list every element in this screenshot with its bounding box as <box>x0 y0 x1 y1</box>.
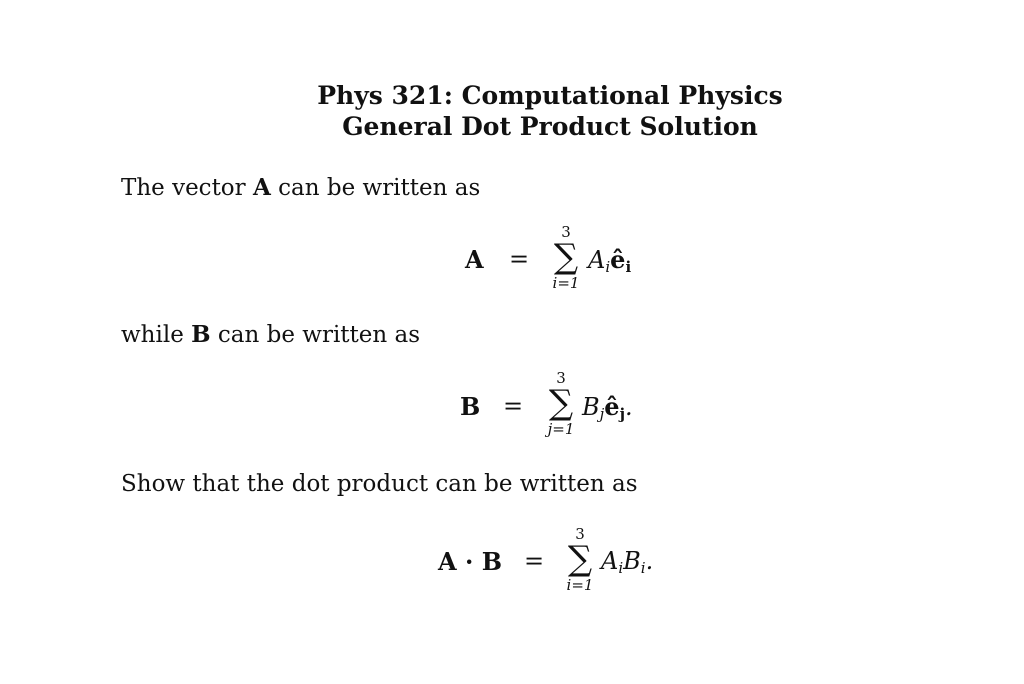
title-line-1: Phys 321: Computational Physics <box>317 81 783 110</box>
p2-before: while <box>121 322 192 348</box>
eq2-coef-sub: j <box>599 405 605 423</box>
eq1-sigma: ∑ <box>553 237 579 277</box>
eq1-basis <box>610 245 631 274</box>
eq2-coef: B <box>582 393 600 421</box>
eq2-lhs: B <box>460 392 481 421</box>
paragraph-1 <box>121 174 480 202</box>
title-line-2: General Dot Product Solution <box>342 112 758 141</box>
eq1-lhs: A <box>465 245 484 274</box>
p1-before: The vector <box>121 175 253 201</box>
p2-after: can be written as <box>210 322 421 348</box>
eq1-basis-sub: i <box>625 258 632 276</box>
eq3-term1: A <box>601 547 619 575</box>
eq1-coef: A <box>588 246 606 274</box>
eq1-lower-limit: i=1 <box>552 274 580 292</box>
eq3-upper-limit: 3 <box>575 525 585 543</box>
p1-bold-vector: A <box>252 174 271 201</box>
eq2-basis-sub: j <box>619 405 626 423</box>
eq2-basis-symbol: ê <box>604 392 620 421</box>
eq3-summation <box>560 526 600 594</box>
eq3-term1-sub: i <box>618 559 624 577</box>
eq3-end: . <box>645 547 654 575</box>
eq2-upper-limit: 3 <box>556 369 566 387</box>
eq3-summand <box>601 547 653 577</box>
eq1-equals: = <box>509 245 530 273</box>
eq2-sigma: ∑ <box>548 383 574 423</box>
eq2-basis <box>604 392 625 421</box>
eq2-summand <box>582 392 633 423</box>
eq2-equals: = <box>503 392 524 420</box>
eq1-summand <box>588 245 631 276</box>
equation-3 <box>0 526 1024 606</box>
equation-2 <box>0 370 1024 450</box>
equation-1 <box>0 224 1024 304</box>
eq3-lhs: A · B <box>438 547 502 576</box>
document-title <box>0 80 1024 142</box>
eq1-basis-symbol: ê <box>610 245 626 274</box>
eq3-lower-limit: i=1 <box>566 576 594 594</box>
eq3-sigma: ∑ <box>567 539 593 579</box>
eq2-end: . <box>625 393 633 421</box>
p2-bold-vector: B <box>191 321 211 348</box>
eq3-term2: B <box>623 547 641 575</box>
eq1-summation <box>546 224 586 292</box>
paragraph-3: Show that the dot product can be written as <box>121 471 638 497</box>
p1-after: can be written as <box>270 175 481 201</box>
eq1-coef-sub: i <box>605 258 611 276</box>
eq3-equals: = <box>524 547 545 575</box>
eq1-upper-limit: 3 <box>561 223 571 241</box>
eq2-lower-limit: j=1 <box>547 420 575 438</box>
eq2-summation <box>541 370 581 438</box>
paragraph-2 <box>121 321 420 349</box>
eq3-term2-sub: i <box>640 559 646 577</box>
